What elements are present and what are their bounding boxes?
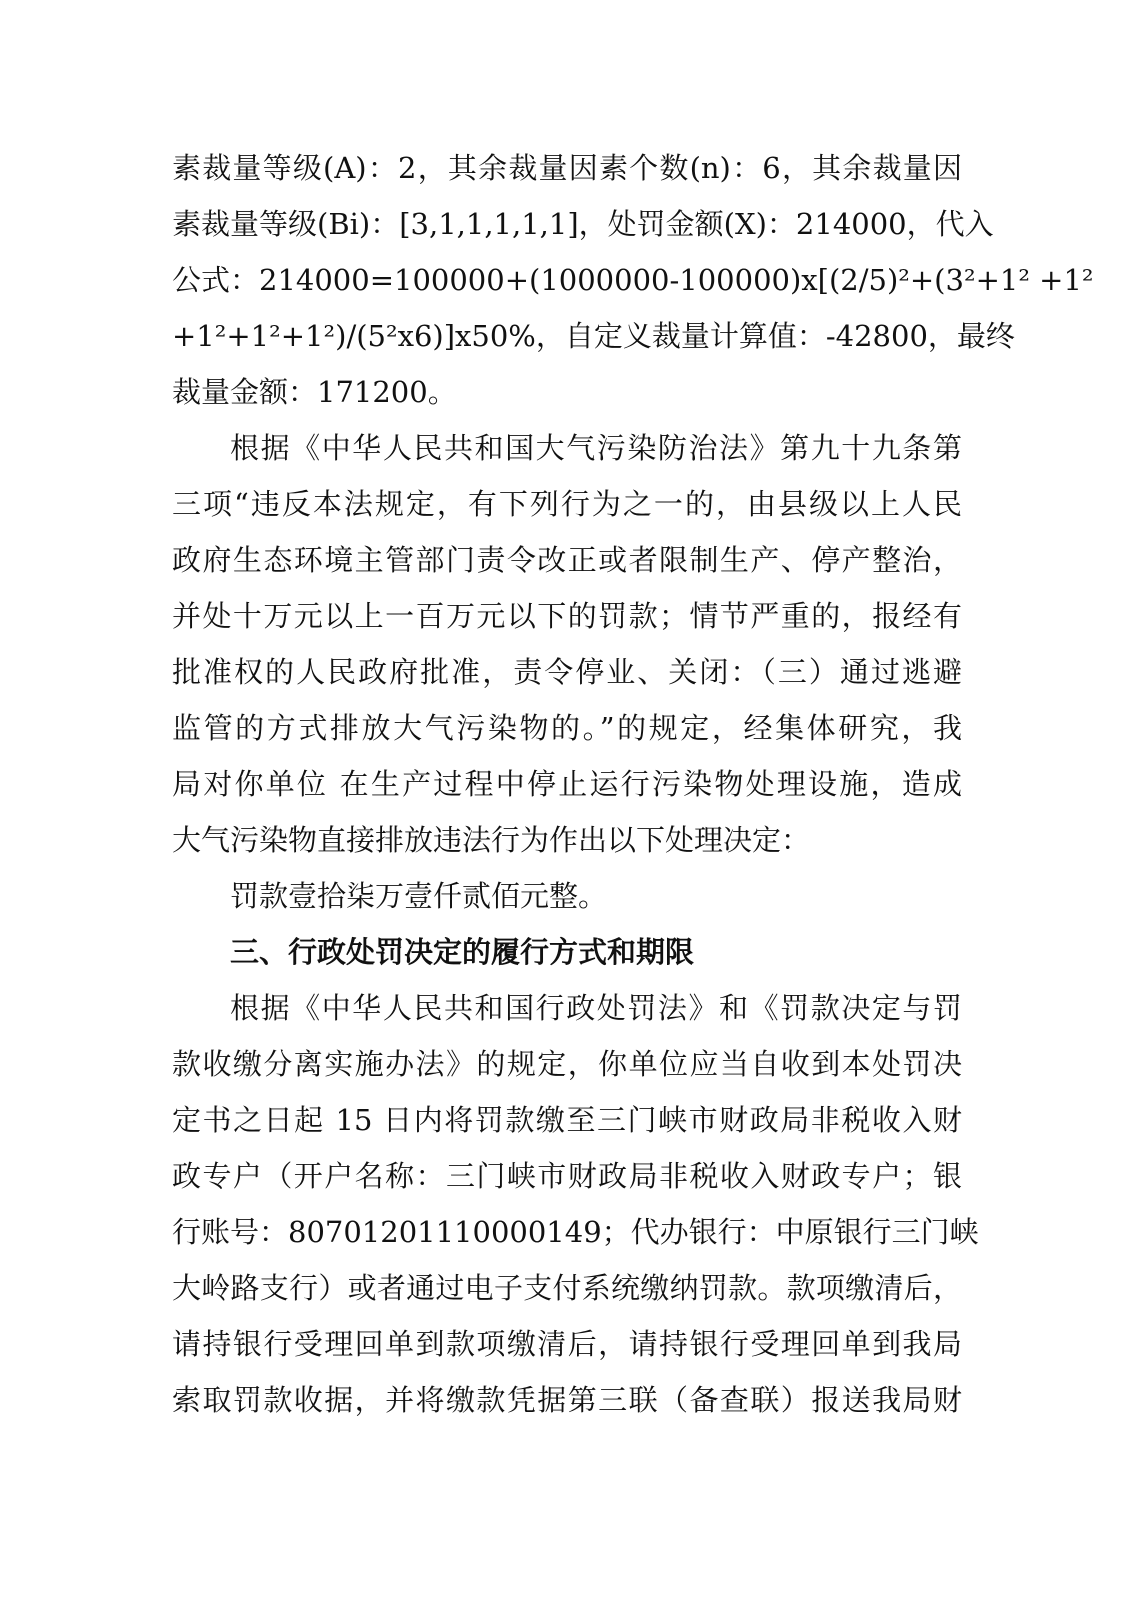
text-line: 素裁量等级(A)：2，其余裁量因素个数(n)：6，其余裁量因 [172,151,962,185]
paragraph-first-line: 根据《中华人民共和国大气污染防治法》第九十九条第 [230,431,962,465]
text-line: 索取罚款收据，并将缴款凭据第三联（备查联）报送我局财 [172,1383,962,1417]
text-line: 三项“违反本法规定，有下列行为之一的，由县级以上人民 [172,487,962,521]
text-line: 行账号：80701201110000149；代办银行：中原银行三门峡 [172,1215,979,1249]
penalty-amount: 罚款壹拾柒万壹仟贰佰元整。 [230,879,608,913]
text-line: 并处十万元以上一百万元以下的罚款；情节严重的，报经有 [172,599,962,633]
text-line: 定书之日起 15 日内将罚款缴至三门峡市财政局非税收入财 [172,1103,962,1137]
text-line: 大岭路支行）或者通过电子支付系统缴纳罚款。款项缴清后， [172,1271,962,1305]
text-line: 公式：214000=100000+(1000000-100000)x[(2/5)²+(3²+1² +1² [172,263,1094,297]
text-line: 素裁量等级(Bi)：[3,1,1,1,1,1]，处罚金额(X)：214000，代入 [172,207,994,241]
text-line: 政专户（开户名称：三门峡市财政局非税收入财政专户；银 [172,1159,962,1193]
text-line: 局对你单位 在生产过程中停止运行污染物处理设施，造成 [172,767,962,801]
text-line: +1²+1²+1²)/(5²x6)]x50%，自定义裁量计算值：-42800，最终 [172,319,1015,353]
text-line: 请持银行受理回单到款项缴清后，请持银行受理回单到我局 [172,1327,962,1361]
text-line: 批准权的人民政府批准，责令停业、关闭：（三）通过逃避 [172,655,962,689]
section-heading: 三、行政处罚决定的履行方式和期限 [230,935,695,969]
text-line: 款收缴分离实施办法》的规定，你单位应当自收到本处罚决 [172,1047,962,1081]
text-line: 政府生态环境主管部门责令改正或者限制生产、停产整治， [172,543,962,577]
text-line: 监管的方式排放大气污染物的。”的规定，经集体研究，我 [172,711,962,745]
text-line: 大气污染物直接排放违法行为作出以下处理决定： [172,823,811,857]
paragraph-first-line: 根据《中华人民共和国行政处罚法》和《罚款决定与罚 [230,991,962,1025]
text-line: 裁量金额：171200。 [172,375,457,409]
